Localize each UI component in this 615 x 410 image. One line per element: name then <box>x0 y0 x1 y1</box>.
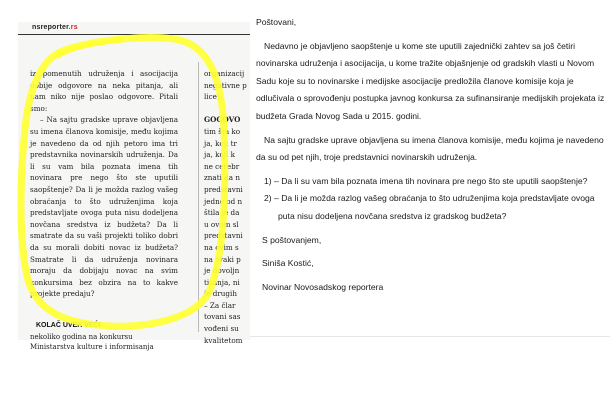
letter-signature-role: Novinar Novosadskog reportera <box>262 281 384 292</box>
article-right-line: predstavni <box>204 231 243 241</box>
masthead-rule <box>18 34 250 35</box>
article-right-line: lice). <box>204 92 222 102</box>
article-right-line: ja, koji tr <box>204 138 237 148</box>
article-paragraph: iz pomenutih udruženja i asocijacija dobije odgovore na neka pitanja, ali nam niko nije poslao odgovore. Pitali smo: <box>30 69 178 113</box>
article-tail <box>30 332 245 352</box>
letter-question: 2) – Da li je možda razlog vašeg obraćanja to što udruženjima koja predstavljate ovoga puta nisu dodeljena novčana sredstva iz gradskog budžeta? <box>264 193 595 221</box>
article-right-line <box>204 103 254 115</box>
article-right-line: u ovom sl <box>204 219 239 229</box>
letter-text <box>256 14 608 296</box>
article-right-line: organizacij <box>204 69 245 78</box>
article-right-line: na ovim s <box>204 242 239 252</box>
letter-paragraph: Nedavno je objavljeno saopštenje u kome ste uputili zajednički zahtev sa još četiri novinarska udruženja i asocijacija, u kome tražite objašnjenje od gradskih vlasti u Novom Sadu koje su to novinarske i medijske asocijacije predložila članove komisije koja je odlučivala o sprovođenju postupka javnog konkursa za sufinansiranje medijskih projekata iz budžeta Grada Novog Sada u 2015. godini. <box>256 40 605 121</box>
letter-paragraph: Na sajtu gradske uprave objavljena su imena članova komisije, među kojima je navedeno da su od pet njih, troje predstavnici novinarskih udruženja. <box>256 134 604 163</box>
letter-closing: S poštovanjem, <box>262 234 322 245</box>
article-right-line: – Za člar <box>204 300 236 310</box>
article-right-line: tisanja, ni <box>204 277 240 287</box>
letter-signature: Siniša Kostić, <box>262 258 314 269</box>
article-right-line: znati da n <box>204 173 240 183</box>
article-tail-line: nekoliko godina na konkursu <box>30 333 133 341</box>
article-right-line: negativne p <box>204 80 247 90</box>
article-right-line: GOGOVO <box>204 115 241 125</box>
column-divider <box>198 62 199 332</box>
article-right-line: je dovoljn <box>204 266 240 276</box>
letter-question: 1) – Da li su vam bila poznata imena tih novinara pre nego što ste uputili saopštenje? <box>264 175 588 186</box>
article-subheading: KOLAČ UVEK VEĆI <box>36 322 101 329</box>
article-right-line: ja, koji k <box>204 150 235 160</box>
article-column-right <box>204 68 254 346</box>
article-right-line: jedne od n <box>204 196 243 206</box>
article-right-line: tovani sas <box>204 312 241 322</box>
article-right-line: vođeni su <box>204 324 239 334</box>
article-paragraph: – Na sajtu gradske uprave objavljena su imena članova komisije, među kojima je navedeno da od njih petoro ima tri predstavnika novinarskih udruženja. Da li su vam bila poznata imena tih novinara pre nego što ste uputili saopštenje? Da li je možda razlog vašeg obraćanja to što udruženjima koja predstavljate ovoga puta nisu dodeljena novčana sredstva iz budžeta? Da li smatrate da su vaši projekti toliko dobri da su morali dobiti novac iz budžeta? Smatrate li da udruženja novinara moraju da dobijaju novac na svim konkursima bez obzira na to kakve projekte predaju? <box>30 115 178 299</box>
article-right-line: ne cerebr <box>204 161 240 171</box>
article-tail-line: Ministarstva kulture i informisanja <box>30 343 154 351</box>
article-right-line: kvalitetom <box>204 335 243 345</box>
article-right-line: na svaki p <box>204 254 241 264</box>
newspaper-clipping <box>18 22 250 351</box>
article-right-line: štila je da <box>204 208 240 218</box>
article-column-left <box>30 68 178 300</box>
article-right-line: predstavni <box>204 184 243 194</box>
letter-greeting: Poštovani, <box>256 17 297 27</box>
article-right-line: je drugih <box>204 289 237 299</box>
bottom-divider <box>250 336 610 337</box>
masthead: nsreporter.rs <box>32 24 78 31</box>
article-right-line: tim šta ko <box>204 126 241 136</box>
